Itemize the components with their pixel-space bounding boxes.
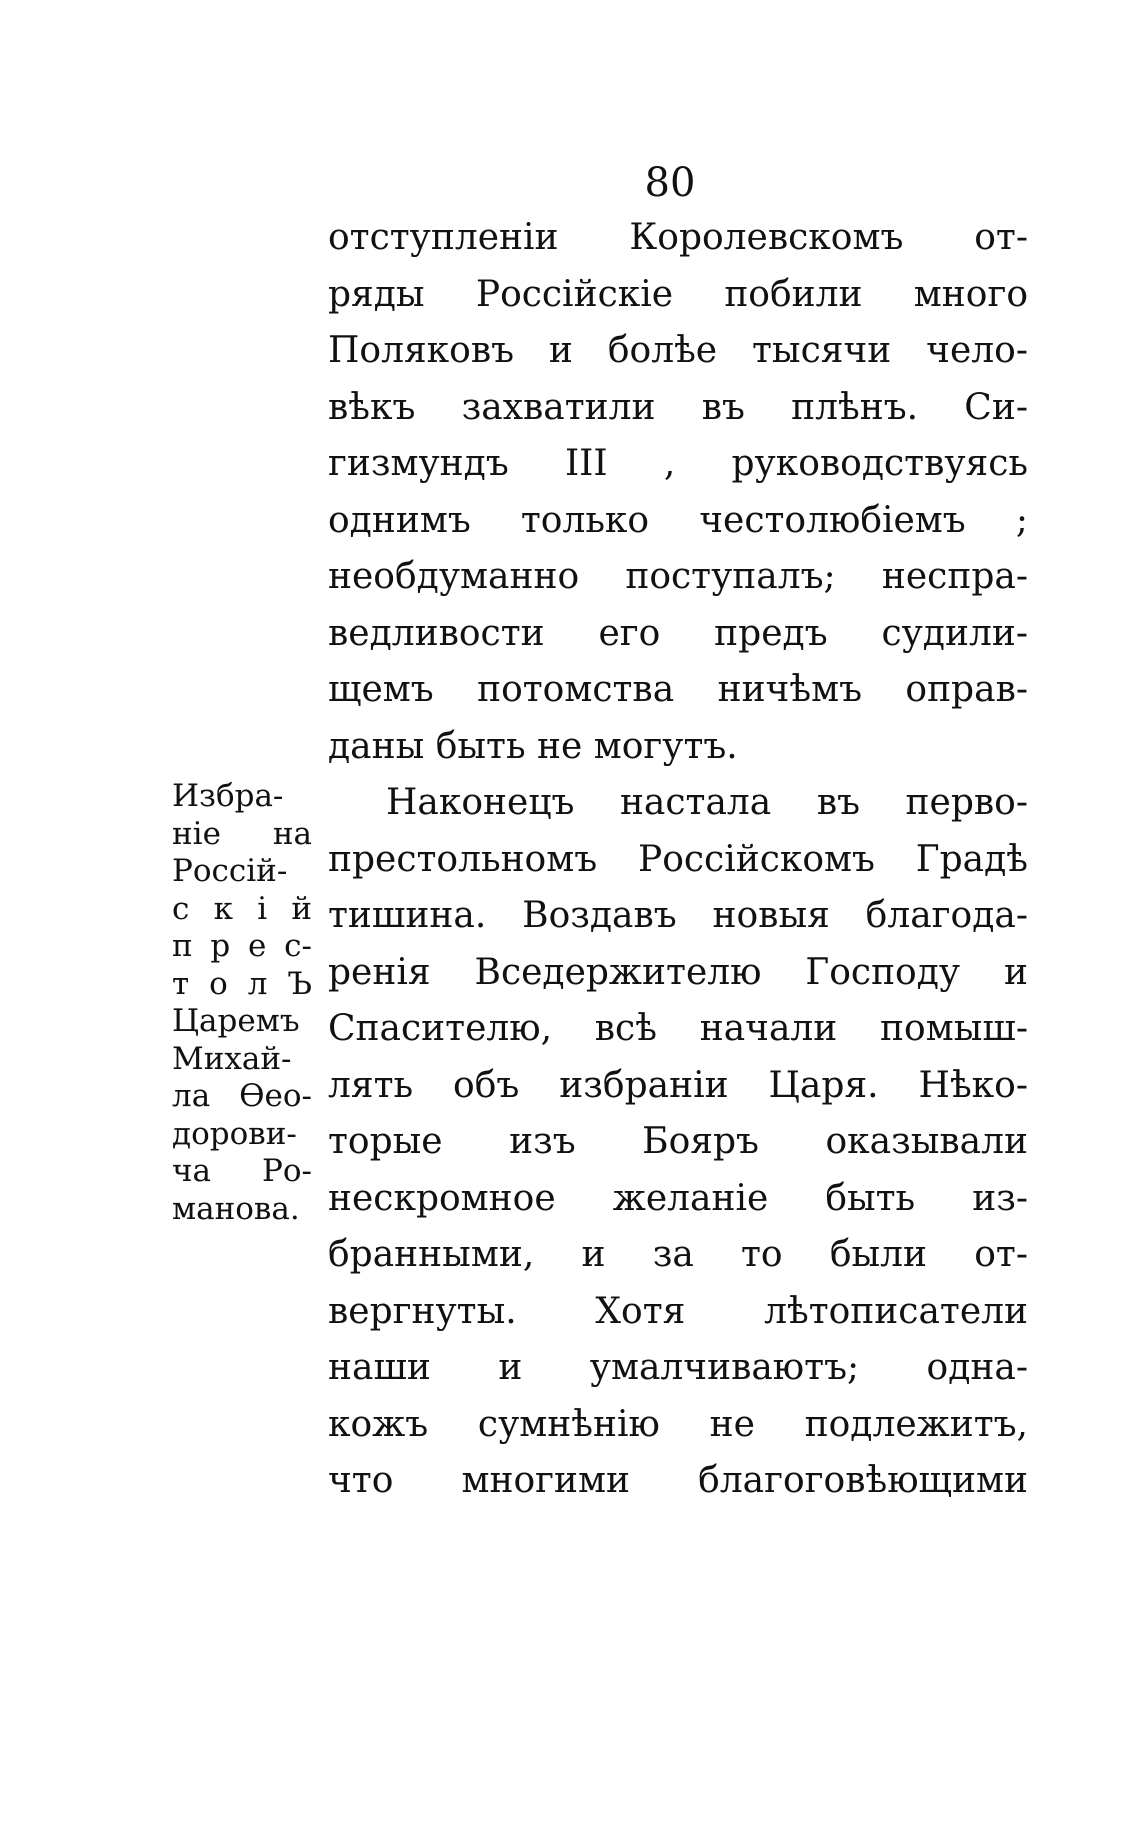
- margin-note-line-7: Царемъ: [172, 1003, 300, 1039]
- margin-note-line-6: т о л Ъ: [172, 965, 312, 1002]
- text-line-15: Спасителю, всѣ начали помыш-: [328, 1008, 1028, 1049]
- page-number: 80: [644, 160, 696, 206]
- text-line-5: гизмундъ III , руководствуясь: [328, 443, 1028, 484]
- text-line-23: что многими благоговѣющими: [328, 1460, 1028, 1501]
- margin-note: [172, 778, 312, 1228]
- margin-note-line-9: ла Ѳео-: [172, 1078, 312, 1114]
- text-line-4: вѣкъ захватили въ плѣнъ. Си-: [328, 386, 1028, 428]
- text-line-22: кожъ сумнѣнію не подлежитъ,: [328, 1403, 1028, 1445]
- text-line-17: торые изъ Бояръ оказывали: [328, 1121, 1028, 1162]
- margin-note-line-11: ча Ро-: [172, 1153, 312, 1189]
- margin-note-line-8: Михай-: [172, 1040, 292, 1077]
- text-line-9: щемъ потомства ничѣмъ оправ-: [328, 669, 1028, 710]
- text-line-6: однимъ только честолюбіемъ ;: [328, 499, 1028, 541]
- margin-note-line-4: с к і й: [172, 890, 312, 927]
- text-line-3: Поляковъ и болѣе тысячи чело-: [328, 330, 1028, 371]
- text-line-18: нескромное желаніе быть из-: [328, 1177, 1028, 1219]
- main-text: [328, 210, 1028, 1510]
- text-line-12: престольномъ Россійскомъ Градѣ: [328, 838, 1028, 880]
- text-line-14: ренія Вседержителю Господу и: [328, 951, 1028, 993]
- text-line-11: Наконецъ настала въ перво-: [386, 782, 1028, 823]
- text-line-19: бранными, и за то были от-: [328, 1234, 1028, 1275]
- text-line-10: даны быть не могутъ.: [328, 725, 738, 767]
- margin-note-line-3: Россій-: [172, 853, 288, 889]
- text-line-20: вергнуты. Хотя лѣтописатели: [328, 1290, 1028, 1332]
- text-line-8: ведливости его предъ судили-: [328, 612, 1028, 654]
- text-line-1: отступленіи Королевскомъ от-: [328, 217, 1028, 258]
- margin-note-line-1: Избра-: [172, 778, 284, 814]
- margin-note-line-2: ніе на: [172, 815, 312, 852]
- margin-note-line-12: манова.: [172, 1190, 300, 1227]
- text-line-2: ряды Россійскіе побили много: [328, 273, 1028, 315]
- text-line-21: наши и умалчиваютъ; одна-: [328, 1347, 1028, 1388]
- margin-note-line-5: п р е с-: [172, 928, 312, 964]
- margin-note-line-10: дорови-: [172, 1115, 297, 1152]
- text-line-7: необдуманно поступалъ; неспра-: [328, 556, 1028, 597]
- text-line-16: лять объ избраніи Царя. Нѣко-: [328, 1064, 1028, 1106]
- text-line-13: тишина. Воздавъ новыя благода-: [328, 895, 1028, 936]
